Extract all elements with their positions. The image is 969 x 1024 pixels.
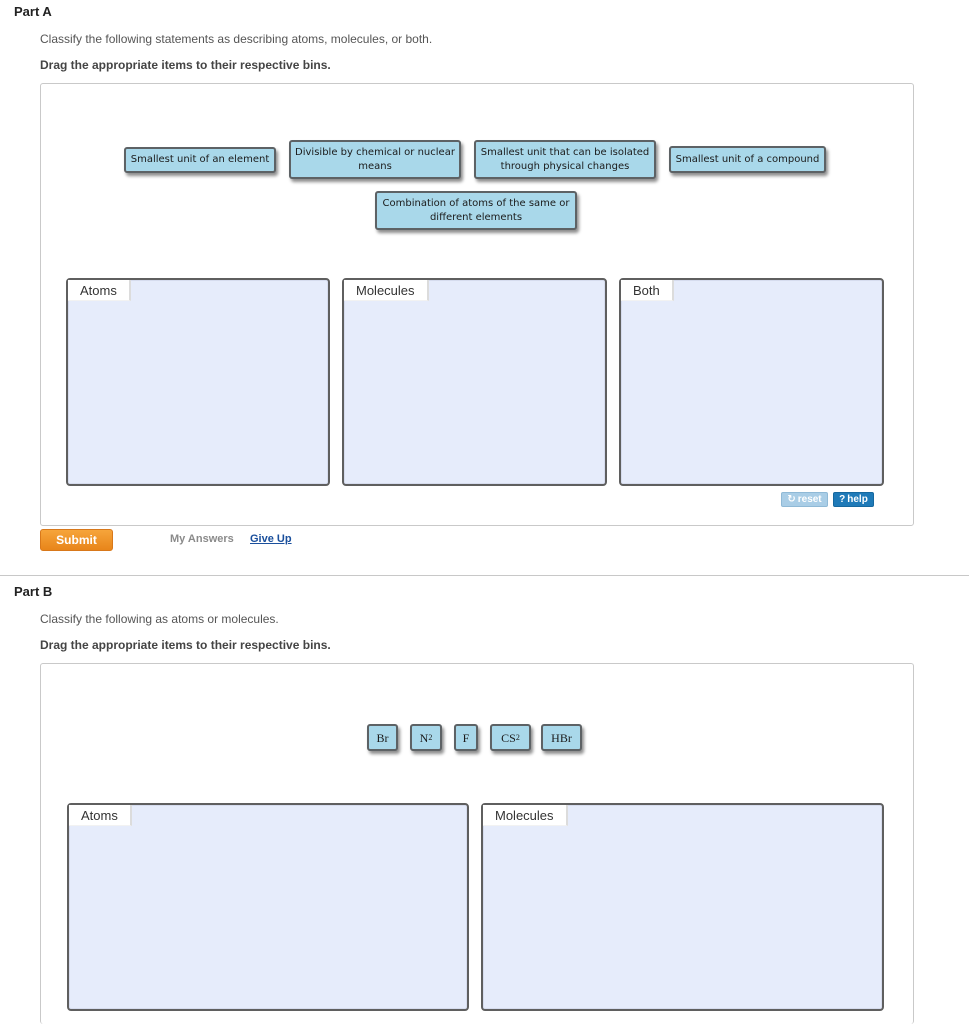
section-divider (0, 575, 969, 576)
help-button[interactable]: ? help (833, 492, 874, 507)
bin-both[interactable] (619, 278, 884, 486)
give-up-link[interactable]: Give Up (250, 533, 292, 545)
draggable-item[interactable]: CS 2 (490, 724, 531, 751)
part-b-drag-instruction: Drag the appropriate items to their respective bins. (40, 638, 331, 652)
part-b-instruction: Classify the following as atoms or molecules. (40, 612, 279, 626)
help-icon: ? (839, 494, 846, 505)
part-b-title: Part B (14, 584, 53, 599)
part-a-drag-instruction: Drag the appropriate items to their respective bins. (40, 58, 331, 72)
draggable-item[interactable]: F (454, 724, 478, 751)
bin-label: Both (621, 280, 674, 301)
bin-label: Molecules (483, 805, 568, 826)
part-a-instruction: Classify the following statements as describing atoms, molecules, or both. (40, 32, 433, 46)
part-a-title: Part A (14, 4, 52, 19)
bin-label: Atoms (69, 805, 132, 826)
bin-atoms[interactable] (67, 803, 469, 1011)
draggable-item[interactable]: Br (367, 724, 398, 751)
draggable-item[interactable]: N 2 (410, 724, 442, 751)
bin-atoms[interactable] (66, 278, 330, 486)
draggable-item[interactable]: Combination of atoms of the same or different elements (375, 191, 577, 230)
draggable-item[interactable]: Smallest unit of a compound (669, 146, 826, 173)
my-answers-link[interactable]: My Answers (170, 533, 234, 545)
draggable-item[interactable]: Smallest unit that can be isolated through physical changes (474, 140, 656, 179)
draggable-item[interactable]: HBr (541, 724, 582, 751)
submit-button[interactable]: Submit (40, 529, 113, 551)
bin-label: Atoms (68, 280, 131, 301)
draggable-item[interactable]: Smallest unit of an element (124, 147, 276, 173)
reset-button[interactable]: ↻ reset (781, 492, 828, 507)
bin-label: Molecules (344, 280, 429, 301)
draggable-item[interactable]: Divisible by chemical or nuclear means (289, 140, 461, 179)
bin-molecules[interactable] (342, 278, 607, 486)
reset-icon: ↻ (787, 494, 796, 505)
bin-molecules[interactable] (481, 803, 884, 1011)
